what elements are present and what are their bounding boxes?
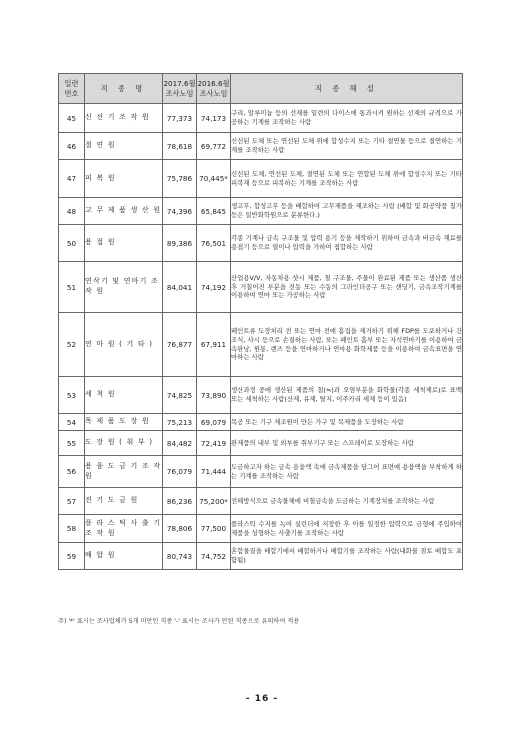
- table-row: [59, 543, 463, 570]
- table-row: [59, 488, 463, 515]
- row-code: 52: [59, 313, 85, 377]
- row-wage-2016: 69,772: [197, 133, 231, 160]
- row-name: 절 연 원: [85, 133, 163, 160]
- row-wage-2016: 77,500: [197, 515, 231, 543]
- row-description: 신선된 도체 또는 연선된 도체 위에 합성수지 또는 기타 절연물 등으로 절연하는 기계를 조작하는 사람: [231, 133, 463, 160]
- row-description: 전해방식으로 금속물체에 비철금속을 도금하는 기계장치를 조작하는 사람: [231, 488, 463, 515]
- row-wage-2016: 74,173: [197, 104, 231, 133]
- row-code: 56: [59, 456, 85, 488]
- row-name: 배 합 원: [85, 543, 163, 570]
- row-name: 연삭기 및 연마기 조 작 원: [85, 262, 163, 313]
- row-description: 생고무, 합성고무 등을 배합하여 고무제품을 제조하는 사람 (배합 및 화공약품 첨가 등은 일반화학원으로 분류한다.): [231, 198, 463, 225]
- table-row: [59, 225, 463, 262]
- header-2017: 2017.6월 조사노임: [163, 74, 197, 104]
- row-code: 46: [59, 133, 85, 160]
- row-code: 47: [59, 160, 85, 198]
- row-description: 도금하고자 하는 금속 용융액 속에 금속제품을 담그어 표면에 용융액을 부착하게 하는 기계를 조작하는 사람: [231, 456, 463, 488]
- row-wage-2016: 74,752: [197, 543, 231, 570]
- row-code: 55: [59, 431, 85, 456]
- row-name: 피 복 원: [85, 160, 163, 198]
- row-wage-2016: 65,845: [197, 198, 231, 225]
- header-2016: 2016.6월 조사노임: [197, 74, 231, 104]
- row-wage-2017: 84,482: [163, 431, 197, 456]
- table-row: [59, 414, 463, 431]
- row-description: 플라스틱 수지를 녹여 실린더에 저장한 후 이를 일정한 압력으로 금형에 주입하여 제품을 성형하는 사출기를 조작하는 사람: [231, 515, 463, 543]
- row-description: 산업용V/V, 자동차용 샷시 제품, 철 구조물, 주물이 완료된 제품 또는 생산품 생산 후 거칠어진 부분을 전동 또는 수동의 그라인더공구 또는 샌딩기, 금속조작기계를 이용하여 연마 또는 가공하는 사람: [231, 262, 463, 313]
- row-code: 58: [59, 515, 85, 543]
- row-wage-2017: 86,236: [163, 488, 197, 515]
- row-wage-2016: 71,444: [197, 456, 231, 488]
- table-row: [59, 104, 463, 133]
- table-row: [59, 456, 463, 488]
- row-description: 생산과정 중에 생산된 제품의 첨(≒)과 오염부분을 화학물(각종 세척제로)로 표백 또는 세척하는 사람(산제, 유제, 탈지, 이주카리 세제 등이 있음): [231, 377, 463, 414]
- page-number: - 16 -: [245, 694, 279, 704]
- row-name: 목 제 품 도 장 원: [85, 414, 163, 431]
- table-header-row: [59, 74, 463, 104]
- row-name: 세 척 원: [85, 377, 163, 414]
- row-name: 플 라 스 틱 사 출 기 조 작 원: [85, 515, 163, 543]
- table-row: [59, 377, 463, 414]
- row-wage-2017: 78,618: [163, 133, 197, 160]
- row-code: 53: [59, 377, 85, 414]
- row-wage-2017: 84,041: [163, 262, 197, 313]
- row-wage-2017: 77,373: [163, 104, 197, 133]
- row-wage-2017: 76,877: [163, 313, 197, 377]
- row-name: 신 선 기 조 작 원: [85, 104, 163, 133]
- row-name: 용 융 도 금 기 조 작 원: [85, 456, 163, 488]
- row-wage-2016: 74,192: [197, 262, 231, 313]
- row-wage-2016: 76,501: [197, 225, 231, 262]
- row-description: 목공 또는 기구 제조원이 만든 가구 및 목제품을 도장하는 사람: [231, 414, 463, 431]
- header-name: 직 종 명: [85, 74, 163, 104]
- row-description: 페인트류 도장처리 전 또는 연마 전에 흠집을 제거하기 위해 FDP를 도포하거나 건조식, 샤시 등으로 손질하는 사람, 또는 페인트 흠부 또는 자석연마기를 이용하여 금속판낭, 원통, 렌즈 등을 연마하거나 연마용 화학제품 등을 이용하여 금속표면을 연마하는 사람: [231, 313, 463, 377]
- row-wage-2017: 75,213: [163, 414, 197, 431]
- row-name: 전 기 도 금 원: [85, 488, 163, 515]
- row-wage-2017: 76,079: [163, 456, 197, 488]
- row-description: 각종 기계나 금속 구조물 및 압력 용기 등을 제작하기 위하여 금속과 비금속 재료를 용접기 등으로 열이나 압력을 가하여 접합하는 사람: [231, 225, 463, 262]
- row-wage-2017: 89,386: [163, 225, 197, 262]
- row-wage-2016: 69,079: [197, 414, 231, 431]
- row-wage-2016: 70,445*: [197, 160, 231, 198]
- row-name: 연 마 원 ( 기 타 ): [85, 313, 163, 377]
- row-code: 59: [59, 543, 85, 570]
- table-row: [59, 431, 463, 456]
- table-row: [59, 133, 463, 160]
- footnote: 주) '*' 표시는 조사업체가 5개 미만인 직종 '-' 표시는 조사가 안된 직종으로 유의하여 적용: [58, 618, 300, 625]
- row-name: 고 무 제 품 생 산 원: [85, 198, 163, 225]
- row-description: 신선된 도체, 연선된 도체, 절연된 도체 또는 연합된 도체 위에 합성수지 또는 기타 피복재 등으로 피복하는 기계를 조작하는 사람: [231, 160, 463, 198]
- row-wage-2017: 74,825: [163, 377, 197, 414]
- table-row: [59, 160, 463, 198]
- row-code: 51: [59, 262, 85, 313]
- row-description: 완제품의 내부 및 외부를 취부기구 또는 스프레이로 도장하는 사람: [231, 431, 463, 456]
- row-description: 구리, 알루미늄 등의 선재를 일련의 다이스에 통과시켜 원하는 선재의 규격으로 가공하는 기계를 조작하는 사람: [231, 104, 463, 133]
- row-wage-2017: 80,743: [163, 543, 197, 570]
- table-row: [59, 313, 463, 377]
- table-row: [59, 198, 463, 225]
- header-code: 일련 번호: [59, 74, 85, 104]
- table-row: [59, 515, 463, 543]
- row-wage-2017: 78,806: [163, 515, 197, 543]
- row-code: 45: [59, 104, 85, 133]
- row-description: 혼합물질을 배합기에서 배합하거나 배합기를 조작하는 사람(내화물 점토 배합도 포함됨): [231, 543, 463, 570]
- wage-table: [58, 73, 463, 570]
- row-name: 도 장 원 ( 취 부 ): [85, 431, 163, 456]
- row-wage-2016: 75,200*: [197, 488, 231, 515]
- row-code: 48: [59, 198, 85, 225]
- row-wage-2017: 75,786: [163, 160, 197, 198]
- row-code: 57: [59, 488, 85, 515]
- row-wage-2016: 73,890: [197, 377, 231, 414]
- row-wage-2016: 67,911: [197, 313, 231, 377]
- row-name: 용 접 원: [85, 225, 163, 262]
- row-wage-2016: 72,419: [197, 431, 231, 456]
- row-code: 54: [59, 414, 85, 431]
- header-desc: 직 종 해 설: [231, 74, 463, 104]
- row-code: 50: [59, 225, 85, 262]
- table-row: [59, 262, 463, 313]
- row-wage-2017: 74,396: [163, 198, 197, 225]
